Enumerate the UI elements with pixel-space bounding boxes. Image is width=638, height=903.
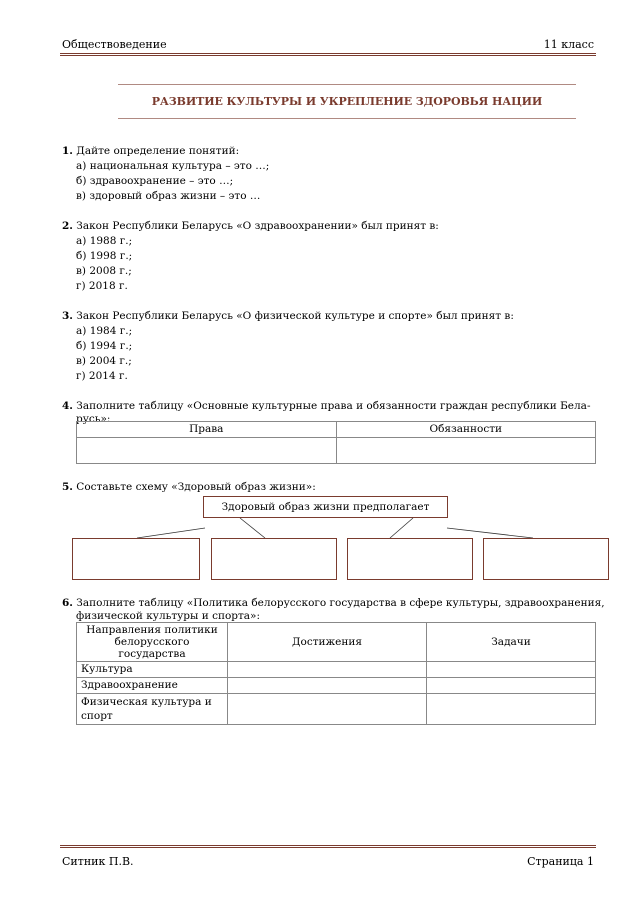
question-3-number: 3. (62, 310, 73, 322)
question-6-number: 6. (62, 597, 73, 609)
question-2-option: г) 2018 г. (76, 280, 128, 292)
scheme-box-4[interactable] (483, 538, 609, 580)
sport-tasks-cell[interactable] (427, 694, 596, 725)
healthcare-achievements-cell[interactable] (228, 678, 427, 694)
row-label-culture: Культура (77, 662, 228, 678)
row-label-healthcare: Здравоохранение (77, 678, 228, 694)
scheme-connector (447, 528, 533, 538)
question-6 (62, 596, 605, 610)
question-2-option: а) 1988 г.; (76, 235, 133, 247)
question-5-text: Составьте схему «Здоровый образ жизни»: (72, 481, 316, 493)
culture-tasks-cell[interactable] (427, 662, 596, 678)
question-2-number: 2. (62, 220, 73, 232)
table-header-duties: Обязанности (336, 422, 596, 438)
question-2-text: Закон Республики Беларусь «О здравоохранении» был принят в: (72, 220, 439, 232)
question-2-option: б) 1998 г.; (76, 250, 133, 262)
footer-divider-2 (60, 847, 596, 848)
scheme-box-3[interactable] (347, 538, 473, 580)
row-label-sport: Физическая культура и спорт (77, 694, 228, 725)
scheme-box-2[interactable] (211, 538, 337, 580)
table-header-rights: Права (77, 422, 337, 438)
footer-author: Ситник П.В. (62, 855, 134, 868)
table-header-tasks: Задачи (427, 623, 596, 662)
scheme-connector (390, 518, 413, 538)
question-6-text: Заполните таблицу «Политика белорусского государства в сфере культуры, здравоохранения, (72, 597, 605, 609)
question-4-text-cont: русь»: (76, 413, 111, 425)
culture-achievements-cell[interactable] (228, 662, 427, 678)
policy-table (76, 622, 596, 725)
question-1-item: б) здравоохранение – это …; (76, 175, 234, 187)
scheme-connector (137, 528, 205, 538)
question-1-number: 1. (62, 145, 73, 157)
question-1-item: в) здоровый образ жизни – это … (76, 190, 261, 202)
question-3-option: г) 2014 г. (76, 370, 128, 382)
question-1-text: Дайте определение понятий: (72, 145, 240, 157)
question-4-number: 4. (62, 400, 73, 412)
question-2-option: в) 2008 г.; (76, 265, 132, 277)
question-1-item: а) национальная культура – это …; (76, 160, 270, 172)
footer-divider (60, 845, 596, 846)
page-title: РАЗВИТИЕ КУЛЬТУРЫ И УКРЕПЛЕНИЕ ЗДОРОВЬЯ НАЦИИ (151, 95, 543, 108)
question-3-option: в) 2004 г.; (76, 355, 132, 367)
question-3-option: а) 1984 г.; (76, 325, 133, 337)
question-5-number: 5. (62, 481, 73, 493)
header-grade: 11 класс (543, 38, 594, 51)
question-3-text: Закон Республики Беларусь «О физической культуре и спорте» был принят в: (72, 310, 514, 322)
scheme-top-box: Здоровый образ жизни предполагает (203, 496, 448, 518)
footer-page: Страница 1 (527, 855, 594, 868)
question-3-option: б) 1994 г.; (76, 340, 133, 352)
header-subject: Обществоведение (62, 38, 167, 51)
scheme-box-1[interactable] (72, 538, 200, 580)
scheme-connector (240, 518, 265, 538)
question-6-text-cont: физической культуры и спорта»: (76, 610, 261, 622)
table-header-directions: Направления политики белорусского государства (77, 623, 228, 662)
sport-achievements-cell[interactable] (228, 694, 427, 725)
question-4-text: Заполните таблицу «Основные культурные права и обязанности граждан республики Бела- (72, 400, 591, 412)
healthcare-tasks-cell[interactable] (427, 678, 596, 694)
table-header-achievements: Достижения (228, 623, 427, 662)
